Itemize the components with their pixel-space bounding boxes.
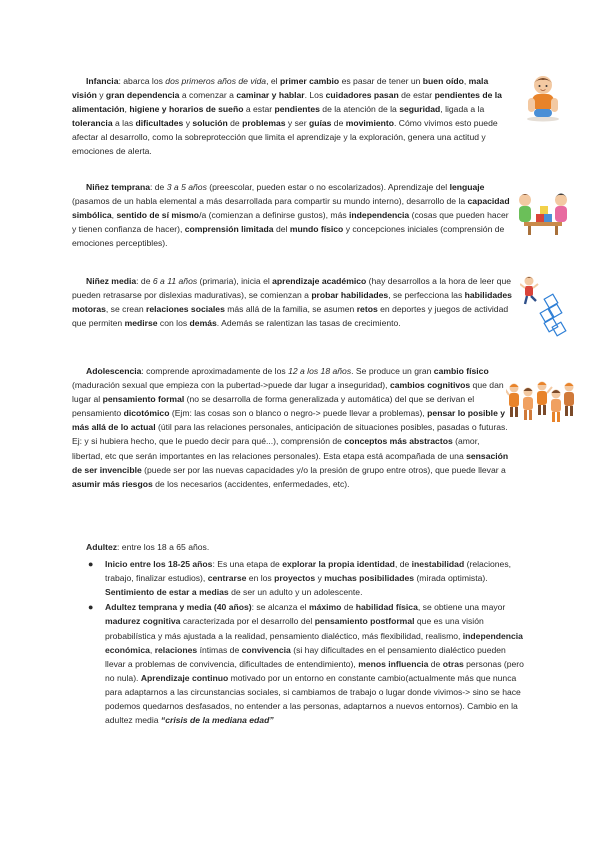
teen-figure-1 [506,384,519,418]
block-red [536,214,544,222]
hopscotch-grid [540,294,566,336]
baby-crawling-illustration [524,74,562,122]
paragraph-adolescencia: Adolescencia: comprende aproximadamente de los 12 a los 18 años. Se produce un gran cambio físico (maduración sexual que empieza con la pubertad->puede dar lugar a inseguridad), cambios cognitivos que dan lugar al pensamiento formal (no se desarrolla de forma generalizada y automática) del que se derivan el pensamiento dicotómico (Ejm: las cosas son o blanco o negro-> puede llevar a problemas), pensar lo posible y más allá de lo actual (útil para las relaciones personales, anticipación de situaciones posibles, pasadas o futuras. Ej: y si hubiera hecho, que le puedo decir para qué...), comprensión de conceptos más abstractos (amor, libertad, etc que serán importantes en las relaciones personales). Esta etapa está acompañada de una sensación de ser invencible (puede ser por las nuevas capacidades y/o la presión de grupo entre otros), que puede llevar a asumir más riesgos de los necesarios (accidentes, enfermedades, etc). [72,366,509,489]
paragraph-ninez-media: Niñez media: de 6 a 11 años (primaria), inicia el aprendizaje académico (hay desarrollos a la hora de leer que pueden retrasarse por dislexias madurativas), se comienzan a probar habilidades, se perfecciona las habilidades motoras, se crean relaciones sociales más allá de la familia, se asumen retos en deportes y juegos de actividad que permiten medirse con los demás. Además se ralentizan las tasas de crecimiento. [72,276,512,329]
paragraph-ninez-temprana: Niñez temprana: de 3 a 5 años (preescolar, pueden estar o no escolarizados). Aprendizaje del lenguaje (pasamos de un habla elemental a más desarrollada para compartir su mundo interno), desarrollo de la capacidad simbólica, sentido de sí mismo/a (comienzan a definirse gustos), más independencia (cosas que pueden hacer y tienen confianza de hacer), comprensión limitada del mundo físico y concepciones iniciales (comprensión de emociones perceptibles). [72,182,510,249]
kid-right-body [555,206,567,222]
block-blue [544,214,552,222]
paragraph-infancia: Infancia: abarca los dos primeros años de vida, el primer cambio es pasar de tener un buen oído, mala visión y gran dependencia a comenzar a caminar y hablar. Los cuidadores pasan de estar pendientes de la alimentación, higiene y horarios de sueño a estar pendientes de la atención de la seguridad, ligada a la tolerancia a las dificultades y solución de problemas y ser guías de movimiento. Cómo vivimos esto puede afectar al desarrollo, como la sobreprotección que limita el aprendizaje y la exploración, genera una actitud y emociones de alerta. [72,76,502,157]
kid-left-body [519,206,531,222]
teen-figure-4 [551,390,561,423]
teen-figure-5 [564,383,574,417]
teens-group-illustration [506,378,576,426]
baby-arm-right [551,98,558,112]
bullet-icon: ● [88,559,94,570]
adultez-list [72,557,524,727]
table-top [524,222,562,226]
block-yellow [540,206,548,214]
baby-pants [534,109,552,117]
teen-figure-3 [537,382,552,416]
kid-left-head [519,194,531,206]
teen-figure-2 [523,388,533,421]
list-item: ● Inicio entre los 18-25 años: Es una etapa de explorar la propia identidad, de inestabilidad (relaciones, trabajo, finalizar estudios), centrarse en los proyectos y muchas posibilidades (mirada optimista). Sentimiento de estar a medias de ser un adulto y un adolescente. [88,559,512,598]
shadow-shape [527,117,559,122]
baby-arm-left [528,98,535,112]
kids-playing-blocks-illustration [516,186,570,236]
kid-shirt [525,286,533,296]
section-adultez [72,540,524,728]
list-item: ● Adultez temprana y media (40 años): se alcanza el máximo de habilidad física, se obtiene una mayor madurez cognitiva caracterizada por el desarrollo del pensamiento postformal que es una visión probabilística y más ajustada a la realidad, pensamiento dialéctico, más flexibilidad, realismo, independencia económica, relaciones íntimas de convivencia (si hay dificultades en el pensamiento dialéctico pueden llevar a problemas de convivencia, dificultades de entendimiento), menos influencia de otras personas (pero no nula). Aprendizaje continuo motivado por un entorno en constante cambio(actualmente más que nunca para adaptarnos a las circunstancias sociales, si cambiamos de trabajo o lugar donde vivimos-> sino se hace podemos quedarnos desfasados, no entender a las personas, adaptarnos a nuevos entornos). Cambio en la adultez media “crisis de la mediana edad” [88,602,524,726]
baby-shirt [532,94,554,110]
bullet-icon: ● [88,602,94,613]
kids-hopscotch-illustration [520,274,568,338]
adultez-heading: Adultez: entre los 18 a 65 años. [86,542,210,552]
